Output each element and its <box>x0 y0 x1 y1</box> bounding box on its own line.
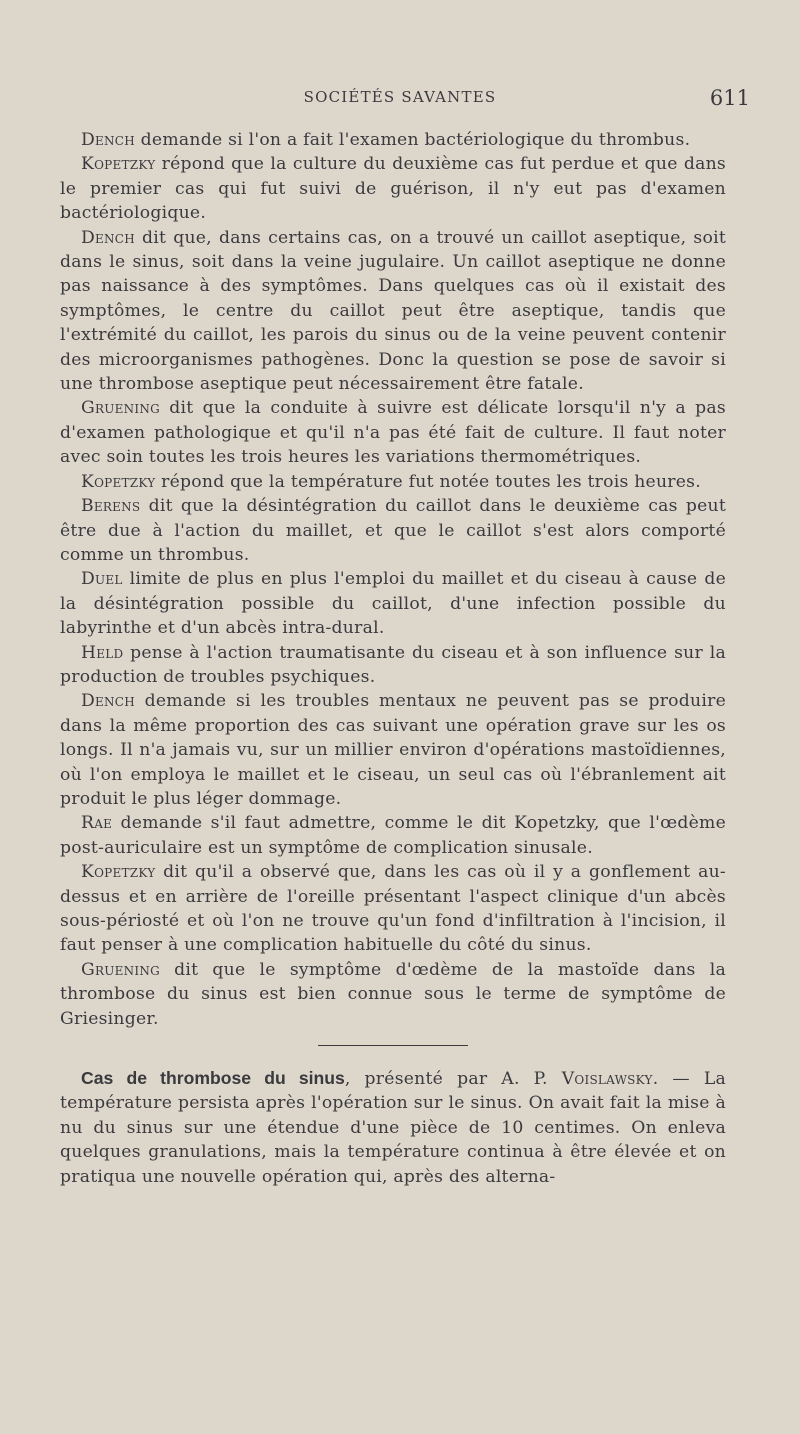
paragraph <box>60 128 726 152</box>
paragraph <box>60 396 726 469</box>
paragraph <box>60 226 726 397</box>
paragraph-text: demande s'il faut admettre, comme le dit Kopetzky, que l'œdème post-auriculaire est un symptôme de complication sinusale. <box>60 813 726 858</box>
paragraph-text: dit que le symptôme d'œdème de la mastoïde dans la thrombose du sinus est bien connue sous le terme de symptôme de Griesinger. <box>60 959 726 1029</box>
paragraph-text: pense à l'action traumatisante du ciseau et à son influence sur la production de troubles psychiques. <box>60 642 726 687</box>
case-title: Cas de thrombose du sinus <box>81 1068 345 1089</box>
case-text: . — La température persista après l'opération sur le sinus. On avait fait la mise à nu du sinus sur une étendue d'une pièce de 10 centimes. On enleva quelques granulations, mais la température continua à être élevée et on pratiqua une nouvelle opération qui, après des alterna- <box>60 1069 726 1187</box>
page-number: 611 <box>709 86 750 110</box>
speaker-name: Duel <box>81 569 123 590</box>
speaker-name: Kopetzky <box>81 154 156 175</box>
speaker-name: Rae <box>81 813 113 834</box>
body-text <box>60 128 726 1189</box>
paragraph <box>60 470 726 494</box>
speaker-name: Kopetzky <box>81 862 156 883</box>
speaker-name: Gruening <box>81 398 160 419</box>
page-header <box>0 86 800 116</box>
paragraph-text: demande si l'on a fait l'examen bactériologique du thrombus. <box>134 130 691 150</box>
paragraph <box>60 152 726 225</box>
paragraph <box>60 494 726 567</box>
case-author: Voislawsky <box>561 1069 653 1090</box>
speaker-name: Gruening <box>81 959 160 980</box>
section-divider <box>318 1045 468 1046</box>
paragraph-text: dit qu'il a observé que, dans les cas où il y a gonflement au-dessus et en arrière de l'oreille présentant l'aspect clinique d'un abcès sous-périosté et où l'on ne trouve qu'un fond d'infiltration à l'incision, il faut penser à une complication habituelle du côté du sinus. <box>60 862 726 956</box>
speaker-name: Dench <box>81 691 135 712</box>
paragraph-text: répond que la température fut notée toutes les trois heures. <box>155 471 701 492</box>
paragraph <box>60 811 726 860</box>
paragraph <box>60 860 726 958</box>
paragraph <box>60 567 726 640</box>
paragraph-text: demande si les troubles mentaux ne peuvent pas se produire dans la même proportion des cas suivant une opération grave sur les os longs. Il n'a jamais vu, sur un millier environ d'opérations mastoïdiennes, où l'on employa le maillet et le ciseau, un seul cas où l'ébranlement ait produit le plus léger dommage. <box>60 691 726 809</box>
paragraph-text: limite de plus en plus l'emploi du maillet et du ciseau à cause de la désintégration possible du caillot, d'une infection possible du labyrinthe et d'un abcès intra-dural. <box>60 569 726 639</box>
paragraph-text: répond que la culture du deuxième cas fut perdue et que dans le premier cas qui fut suivi de guérison, il n'y eut pas d'examen bactériologique. <box>60 154 726 224</box>
case-paragraph <box>60 1066 726 1189</box>
paragraph-text: dit que la désintégration du caillot dans le deuxième cas peut être due à l'action du maillet, et que le caillot s'est alors comporté comme un thrombus. <box>60 496 726 565</box>
running-title: SOCIÉTÉS SAVANTES <box>303 88 497 106</box>
paragraph-text: dit que, dans certains cas, on a trouvé un caillot aseptique, soit dans le sinus, soit dans la veine jugulaire. Un caillot aseptique ne donne pas naissance à des symptômes. Dans quelques cas où il existait des symptômes, le centre du caillot peut être aseptique, tandis que l'extrémité du caillot, les parois du sinus ou de la veine peuvent contenir des microorganismes pathogènes. Donc la question se pose de savoir si une thrombose aseptique peut nécessairement être fatale. <box>60 227 726 395</box>
speaker-name: Dench <box>81 227 135 248</box>
case-intro: , présenté par A. P. <box>344 1069 562 1090</box>
paragraph-text: dit que la conduite à suivre est délicate lorsqu'il n'y a pas d'examen pathologique et qu'il n'a pas été fait de culture. Il faut noter avec soin toutes les trois heures les variations thermométriques. <box>60 398 726 468</box>
paragraph <box>60 958 726 1031</box>
speaker-name: Berens <box>81 496 141 517</box>
paragraph <box>60 689 726 811</box>
paragraph <box>60 641 726 690</box>
speaker-name: Kopetzky <box>81 471 156 492</box>
speaker-name: Dench <box>81 130 135 150</box>
speaker-name: Held <box>81 642 124 663</box>
